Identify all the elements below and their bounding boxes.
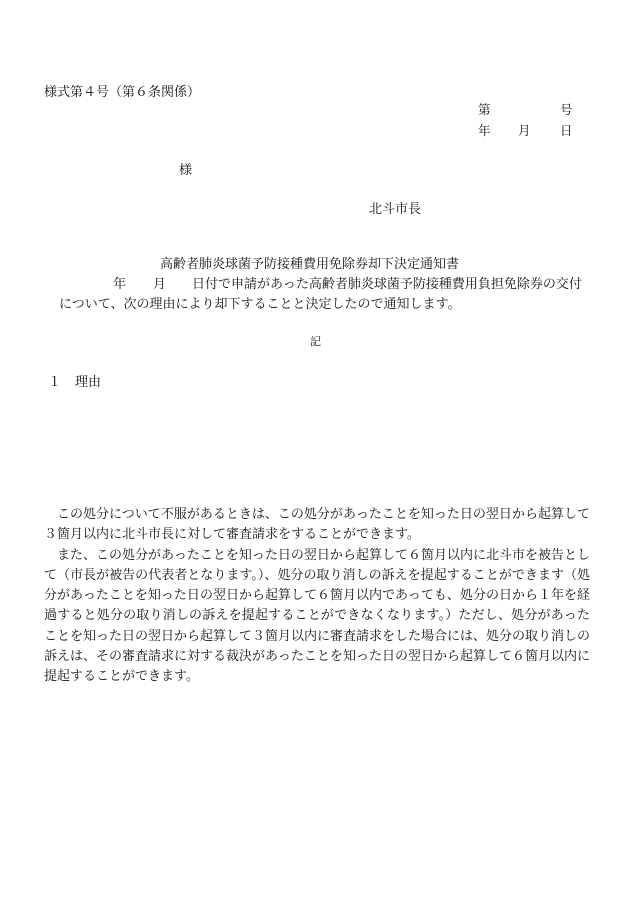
date-day: 日 <box>560 123 573 138</box>
number-suffix: 号 <box>560 102 573 117</box>
appeal-notice-paragraph-2: また、この処分があったことを知った日の翌日から起算して６箇月以内に北斗市を被告として（市長が被告の代表者となります。）、処分の取り消しの訴えを提起することができます（処分があったことを知った日の翌日から起算して６箇月以内であっても、処分の日から１年を経過すると処分の取り消しの訴えを提起することができなくなります。）ただし、処分があったことを知った日の翌日から起算して３箇月以内に審査請求をした場合には、処分の取り消しの訴えは、その審査請求に対する裁決があったことを知った日の翌日から起算して６箇月以内に提起することができます。 <box>44 547 591 685</box>
date-year: 年 <box>478 123 491 138</box>
intro-line-2: について、次の理由により却下することと決定したので通知します。 <box>59 297 461 312</box>
number-prefix: 第 <box>478 102 491 117</box>
intro-line-1-rest: 日付で申請があった高齢者肺炎球菌予防接種費用負担免除券の交付 <box>192 277 582 292</box>
ki-heading: 記 <box>310 335 321 348</box>
appeal-notice-paragraph-1: この処分について不服があるときは、この処分があったことを知った日の翌日から起算して３箇月以内に北斗市長に対して審査請求をすることができます。 <box>44 507 590 543</box>
issuer-name: 北斗市長 <box>369 202 422 217</box>
reason-heading <box>48 376 101 389</box>
date-month: 月 <box>518 123 531 138</box>
addressee-suffix: 様 <box>179 163 193 178</box>
intro-month: 月 <box>153 277 167 292</box>
intro-line-1 <box>113 278 582 291</box>
notice-title: 高齢者肺炎球菌予防接種費用免除券却下決定通知書 <box>160 257 460 272</box>
intro-year: 年 <box>113 277 127 292</box>
reason-number: １ <box>48 375 62 390</box>
form-label: 様式第４号（第６条関係） <box>44 85 201 100</box>
reason-label: 理由 <box>75 375 102 390</box>
